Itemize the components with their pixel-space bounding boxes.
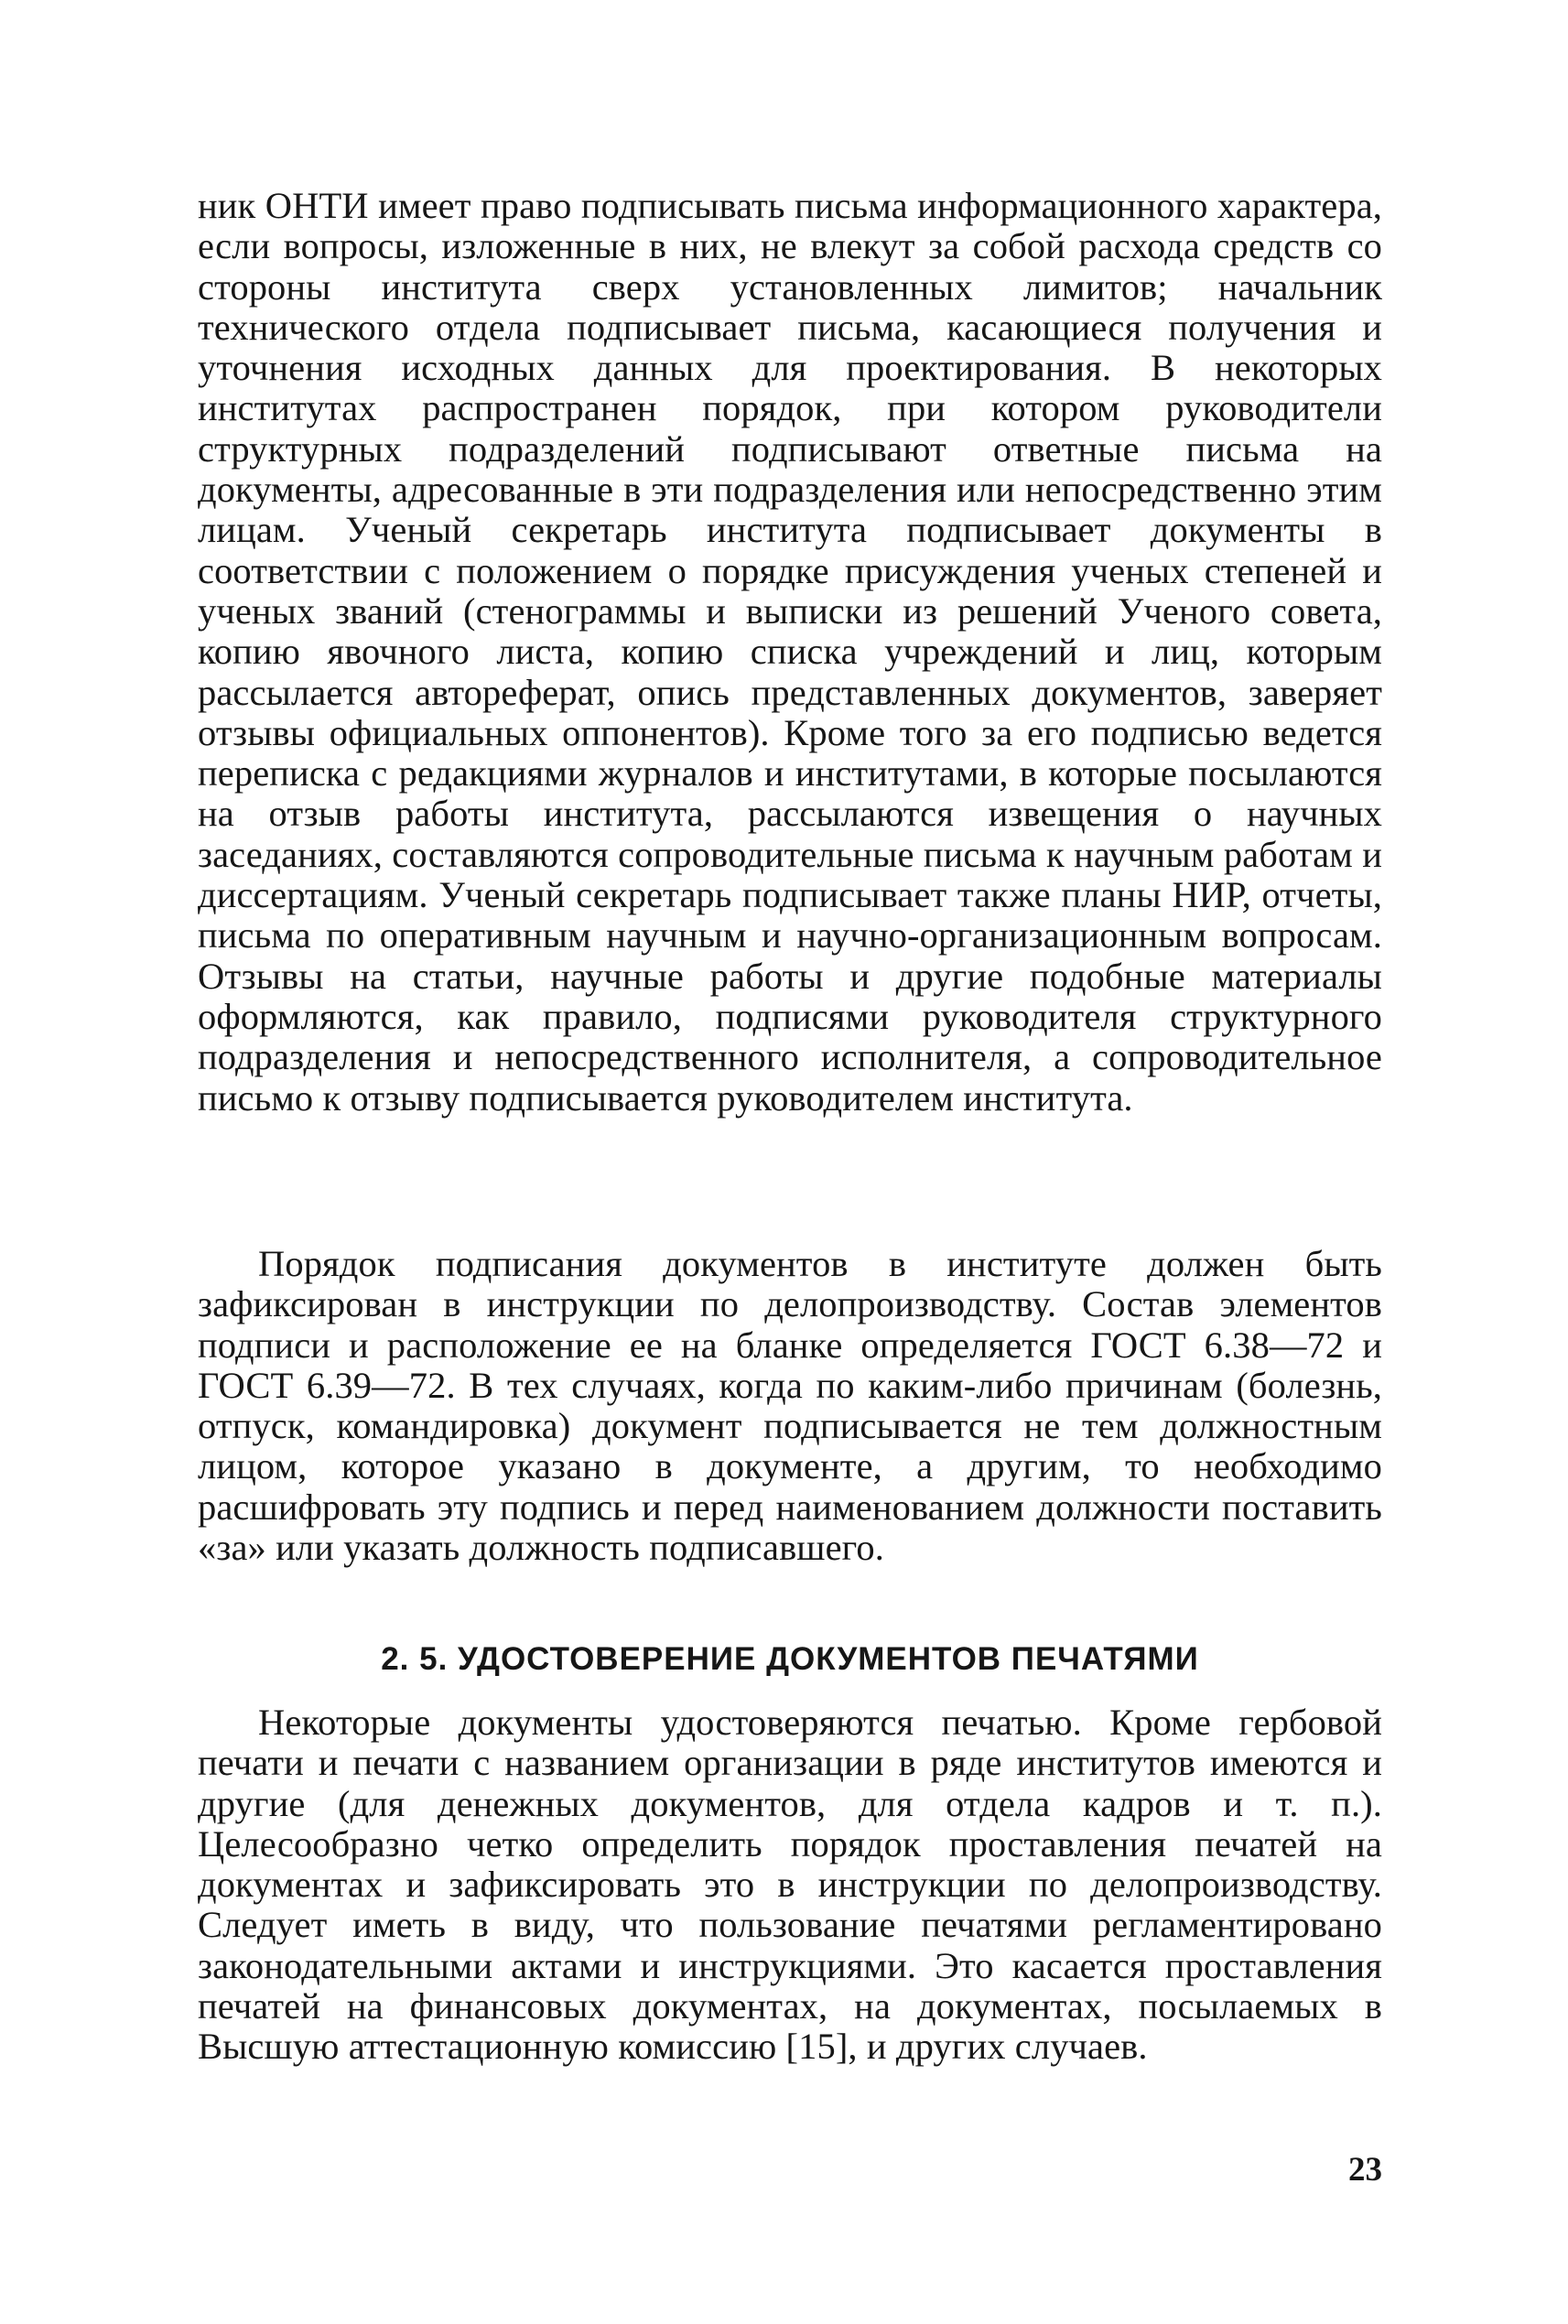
paragraph-text: Некоторые документы удостоверяются печатью. Кроме гербовой печати и печати с названием организации в ряде институтов имеются и другие (для денежных документов, для отдела кадров и т. п.). Целесообразно четко определить порядок проставления печатей на документах и зафиксировать это в инструкции по делопроизводству. Следует иметь в виду, что пользование печатями регламентировано законодательными актами и инструкциями. Это касается проставления печатей на финансовых документах, на документах, посылаемых в Высшую аттестационную комиссию [15], и других случаев. [198, 1702, 1382, 2068]
paragraph-signing-rights [198, 186, 1382, 1119]
paragraph-text: ник ОНТИ имеет право подписывать письма информационного характера, если вопросы, изложенные в них, не влекут за собой расхода средств со стороны института сверх установленных лимитов; начальник технического отдела подписывает письма, касающиеся получения и уточнения исходных данных для проектирования. В некоторых институтах распространен порядок, при котором руководители структурных подразделений подписывают ответные письма на документы, адресованные в эти подразделения или непосредственно этим лицам. Ученый секретарь института подписывает документы в соответствии с положением о порядке присуждения ученых степеней и ученых званий (стенограммы и выписки из решений Ученого совета, копию явочного листа, копию списка учреждений и лиц, которым рассылается автореферат, опись представленных документов, заверяет отзывы официальных оппонентов). Кроме того за его подписью ведется переписка с редакциями журналов и институтами, в которые посылаются на отзыв работы института, рассылаются извещения о научных заседаниях, составляются сопроводительные письма к научным работам и диссертациям. Ученый секретарь подписывает также планы НИР, отчеты, письма по оперативным научным и научно-организационным вопросам. Отзывы на статьи, научные работы и другие подобные материалы оформляются, как правило, подписями руководителя структурного подразделения и непосредственного исполнителя, а сопроводительное письмо к отзыву подписывается руководителем института. [198, 185, 1382, 1119]
paragraph-signing-procedure [198, 1244, 1382, 1568]
section-heading: 2. 5. УДОСТОВЕРЕНИЕ ДОКУМЕНТОВ ПЕЧАТЯМИ [381, 1641, 1199, 1677]
paragraph-text: Порядок подписания документов в институте должен быть зафиксирован в инструкции по делопроизводству. Состав элементов подписи и расположение ее на бланке определяется ГОСТ 6.38—72 и ГОСТ 6.39—72. В тех случаях, когда по каким-либо причинам (болезнь, отпуск, командировка) документ подписывается не тем должностным лицом, которое указано в документе, а другим, то необходимо расшифровать эту подпись и перед наименованием должности поставить «за» или указать должность подписавшего. [198, 1243, 1382, 1569]
page-number: 23 [1348, 2151, 1382, 2189]
paragraph-stamps [198, 1702, 1382, 2068]
